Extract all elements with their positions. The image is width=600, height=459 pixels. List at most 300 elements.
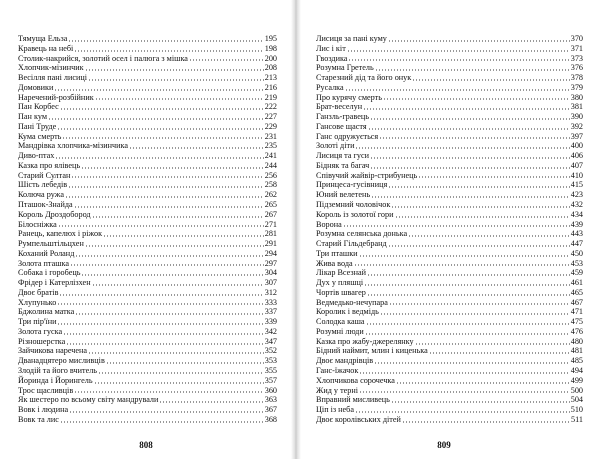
toc-entry xyxy=(316,200,583,210)
toc-entry xyxy=(316,220,583,230)
toc-entry-title: Вовк і людина xyxy=(18,405,69,415)
book-gutter xyxy=(291,0,301,459)
toc-entry xyxy=(18,327,277,337)
dot-leader xyxy=(129,147,264,149)
toc-entry-page: 213 xyxy=(264,73,277,83)
toc-entry-page: 368 xyxy=(264,414,277,424)
toc-entry-page: 370 xyxy=(570,33,583,43)
toc-entry-title: Ганс одружується xyxy=(316,131,379,141)
toc-entry xyxy=(18,317,277,327)
dot-leader xyxy=(367,274,570,276)
toc-entry xyxy=(18,239,277,249)
dot-leader xyxy=(94,382,264,384)
toc-entry xyxy=(18,210,277,220)
toc-entry-page: 450 xyxy=(570,248,583,258)
dot-leader xyxy=(364,284,570,286)
toc-entry-title: Ранець, капелюх і ріжок xyxy=(18,229,103,239)
toc-entry xyxy=(316,405,583,415)
toc-entry-title: Бідний наймит, млин і киценька xyxy=(316,346,428,356)
toc-entry-title: Фрідер і Катерлізхен xyxy=(18,278,91,288)
toc-entry-page: 504 xyxy=(570,395,583,405)
dot-leader xyxy=(343,225,570,227)
toc-entry xyxy=(316,93,583,103)
toc-entry-page: 410 xyxy=(570,170,583,180)
toc-entry-title: Три пір'їни xyxy=(18,317,57,327)
toc-entry xyxy=(316,54,583,64)
toc-entry-page: 499 xyxy=(570,375,583,385)
dot-leader xyxy=(388,245,570,247)
toc-entry xyxy=(18,141,277,151)
toc-entry-page: 511 xyxy=(571,414,583,424)
toc-entry-title: Ціп із неба xyxy=(316,405,354,415)
toc-entry xyxy=(316,210,583,220)
toc-entry-title: Двоє мандрівців xyxy=(316,356,374,366)
dot-leader xyxy=(98,372,264,374)
toc-entry xyxy=(316,415,583,425)
toc-entry-page: 258 xyxy=(264,180,277,190)
dot-leader xyxy=(75,313,263,315)
toc-list-left xyxy=(18,34,277,425)
toc-entry-title: Злодій та його вчитель xyxy=(18,366,98,376)
toc-entry xyxy=(316,229,583,239)
toc-entry-page: 481 xyxy=(570,346,583,356)
toc-entry-page: 500 xyxy=(570,385,583,395)
toc-entry-page: 294 xyxy=(264,248,277,258)
toc-entry-title: Пан Корбес xyxy=(18,102,59,112)
toc-entry xyxy=(316,102,583,112)
toc-entry-title: Жива вода xyxy=(316,258,353,268)
right-page xyxy=(302,0,600,459)
toc-entry-page: 363 xyxy=(264,395,277,405)
toc-entry xyxy=(316,376,583,386)
dot-leader xyxy=(359,255,570,257)
toc-entry xyxy=(18,229,277,239)
toc-entry-page: 241 xyxy=(264,151,277,161)
toc-entry-title: Зайчикова наречена xyxy=(18,346,88,356)
toc-entry-page: 231 xyxy=(264,131,277,141)
dot-leader xyxy=(370,157,570,159)
dot-leader xyxy=(359,372,569,374)
dot-leader xyxy=(103,235,264,237)
toc-entry-title: Столик-накрийся, золотий осел і палюга з мішка xyxy=(18,53,188,63)
toc-entry-page: 415 xyxy=(570,180,583,190)
toc-entry-title: Золоті діти xyxy=(316,141,355,151)
toc-entry xyxy=(18,220,277,230)
dot-leader xyxy=(368,128,570,130)
toc-entry-page: 467 xyxy=(570,297,583,307)
toc-entry-title: Хлупунько xyxy=(18,297,57,307)
toc-entry-page: 307 xyxy=(264,278,277,288)
toc-entry-page: 423 xyxy=(570,190,583,200)
toc-entry xyxy=(18,112,277,122)
toc-entry-page: 485 xyxy=(570,356,583,366)
toc-entry-page: 262 xyxy=(264,190,277,200)
toc-entry-title: Пані Труде xyxy=(18,121,57,131)
dot-leader xyxy=(74,391,264,393)
dot-leader xyxy=(66,343,263,345)
toc-entry-title: Ведмедько-нечупара xyxy=(316,297,388,307)
dot-leader xyxy=(62,137,263,139)
dot-leader xyxy=(68,186,264,188)
toc-entry-title: Колюча ружа xyxy=(18,190,64,200)
dot-leader xyxy=(395,216,570,218)
toc-entry xyxy=(18,44,277,54)
toc-entry-page: 291 xyxy=(264,239,277,249)
dot-leader xyxy=(379,137,570,139)
toc-entry-page: 357 xyxy=(264,375,277,385)
toc-entry-title: Золота пташка xyxy=(18,258,70,268)
toc-entry xyxy=(18,376,277,386)
toc-entry-page: 267 xyxy=(264,209,277,219)
toc-entry-page: 494 xyxy=(570,366,583,376)
dot-leader xyxy=(347,50,570,52)
toc-entry xyxy=(316,307,583,317)
toc-entry xyxy=(18,122,277,132)
toc-entry-page: 447 xyxy=(570,239,583,249)
toc-entry xyxy=(316,298,583,308)
toc-entry-title: Ворона xyxy=(316,219,342,229)
toc-entry-page: 195 xyxy=(264,33,277,43)
toc-entry xyxy=(18,171,277,181)
toc-entry xyxy=(316,63,583,73)
dot-leader xyxy=(412,79,569,81)
dot-leader xyxy=(92,284,264,286)
toc-entry-page: 465 xyxy=(570,287,583,297)
toc-entry-title: Лікар Всезнай xyxy=(316,268,367,278)
toc-entry xyxy=(18,63,277,73)
toc-entry-title: Кума смерть xyxy=(18,131,62,141)
toc-entry xyxy=(18,151,277,161)
toc-entry xyxy=(18,259,277,269)
toc-entry-page: 227 xyxy=(264,112,277,122)
dot-leader xyxy=(106,362,264,364)
toc-entry-page: 392 xyxy=(570,121,583,131)
toc-entry-page: 271 xyxy=(264,219,277,229)
dot-leader xyxy=(63,333,264,335)
dot-leader xyxy=(370,167,569,169)
toc-entry-title: Дванадцятеро мисливців xyxy=(18,356,105,366)
toc-entry-page: 371 xyxy=(570,43,583,53)
toc-entry xyxy=(316,73,583,83)
toc-entry xyxy=(18,347,277,357)
toc-entry-page: 229 xyxy=(264,121,277,131)
toc-entry-title: Лисиця та гуси xyxy=(316,151,369,161)
toc-entry-title: Хлопчикова сорочечка xyxy=(316,375,395,385)
toc-entry-page: 360 xyxy=(264,385,277,395)
toc-entry xyxy=(316,268,583,278)
toc-entry-page: 347 xyxy=(264,336,277,346)
toc-entry xyxy=(316,151,583,161)
toc-entry xyxy=(18,337,277,347)
dot-leader xyxy=(81,274,263,276)
toc-entry-title: Двоє королівських дітей xyxy=(316,414,401,424)
toc-entry-page: 406 xyxy=(570,151,583,161)
toc-entry-page: 376 xyxy=(570,63,583,73)
toc-entry-page: 333 xyxy=(264,297,277,307)
toc-entry-page: 443 xyxy=(570,229,583,239)
toc-entry-title: Йоринда і Йорингель xyxy=(18,375,93,385)
toc-entry-page: 439 xyxy=(570,219,583,229)
toc-entry-page: 208 xyxy=(264,63,277,73)
toc-entry-page: 475 xyxy=(570,317,583,327)
toc-entry xyxy=(18,132,277,142)
toc-entry-title: Лис і кіт xyxy=(316,43,346,53)
toc-entry-page: 397 xyxy=(570,131,583,141)
dot-leader xyxy=(374,362,570,364)
dot-leader xyxy=(408,235,570,237)
toc-entry xyxy=(18,268,277,278)
toc-entry-page: 373 xyxy=(570,53,583,63)
dot-leader xyxy=(81,167,264,169)
dot-leader xyxy=(389,303,570,305)
toc-entry-page: 480 xyxy=(570,336,583,346)
toc-entry-title: Співучий жайвір-стрибунець xyxy=(316,170,418,180)
toc-entry-page: 297 xyxy=(264,258,277,268)
toc-entry-page: 200 xyxy=(264,53,277,63)
toc-entry-title: Бідняк та багач xyxy=(316,160,370,170)
toc-entry-page: 198 xyxy=(264,43,277,53)
toc-entry-title: Чортів швагер xyxy=(316,287,366,297)
dot-leader xyxy=(380,313,570,315)
dot-leader xyxy=(402,421,570,423)
toc-entry-title: Пташок-Знайда xyxy=(18,200,73,209)
toc-entry-page: 407 xyxy=(570,160,583,170)
dot-leader xyxy=(418,176,569,178)
dot-leader xyxy=(415,343,570,345)
toc-entry xyxy=(316,386,583,396)
left-page xyxy=(0,0,290,459)
toc-entry-page: 222 xyxy=(264,102,277,112)
toc-entry xyxy=(18,288,277,298)
toc-entry-title: Юний велетень xyxy=(316,190,371,200)
toc-entry-page: 471 xyxy=(570,307,583,317)
toc-entry-page: 390 xyxy=(570,112,583,122)
toc-entry-page: 355 xyxy=(264,366,277,376)
toc-entry xyxy=(316,259,583,269)
dot-leader xyxy=(359,391,570,393)
dot-leader xyxy=(60,108,264,110)
toc-entry-page: 367 xyxy=(264,405,277,415)
dot-leader xyxy=(85,245,264,247)
toc-entry-title: Наречений-розбійник xyxy=(18,92,94,102)
toc-entry xyxy=(316,327,583,337)
dot-leader xyxy=(365,333,570,335)
toc-entry-title: Вправний мисливець xyxy=(316,395,390,405)
toc-entry-page: 216 xyxy=(264,82,277,92)
dot-leader xyxy=(375,69,570,71)
toc-entry xyxy=(18,249,277,259)
toc-entry xyxy=(18,102,277,112)
toc-entry-page: 337 xyxy=(264,307,277,317)
toc-entry-title: Король із золотої гори xyxy=(316,209,394,219)
dot-leader xyxy=(95,98,264,100)
toc-entry xyxy=(18,405,277,415)
toc-entry xyxy=(18,415,277,425)
toc-entry-title: Ганзль-гравець xyxy=(316,112,369,122)
toc-entry-page: 312 xyxy=(264,287,277,297)
toc-entry-title: Диво-птах xyxy=(18,151,55,161)
dot-leader xyxy=(74,50,263,52)
toc-entry-title: Казка про ялівець xyxy=(18,160,81,170)
toc-entry-title: Ганс-їжачок xyxy=(316,366,359,376)
toc-entry-page: 281 xyxy=(264,229,277,239)
toc-entry-page: 476 xyxy=(570,326,583,336)
toc-entry xyxy=(18,395,277,405)
toc-entry-title: Король Дроздобород xyxy=(18,209,91,219)
toc-entry xyxy=(18,278,277,288)
toc-entry-title: Підземний чоловічок xyxy=(316,200,391,209)
toc-entry-page: 434 xyxy=(570,209,583,219)
toc-entry xyxy=(316,171,583,181)
toc-entry-title: Розумна селянська донька xyxy=(316,229,408,239)
dot-leader xyxy=(348,59,569,61)
dot-leader xyxy=(189,59,264,61)
toc-entry xyxy=(18,93,277,103)
dot-leader xyxy=(355,147,569,149)
dot-leader xyxy=(59,294,263,296)
toc-entry xyxy=(316,161,583,171)
toc-entry-page: 378 xyxy=(570,73,583,83)
toc-entry xyxy=(316,83,583,93)
toc-entry-title: Кравець на небі xyxy=(18,43,74,53)
dot-leader xyxy=(69,411,264,413)
toc-entry-page: 235 xyxy=(264,141,277,151)
dot-leader xyxy=(354,264,570,266)
toc-entry xyxy=(316,337,583,347)
toc-entry-title: Розумні люди xyxy=(316,326,364,336)
dot-leader xyxy=(85,69,264,71)
toc-entry-title: Як шестеро по всьому світу мандрували xyxy=(18,395,159,405)
dot-leader xyxy=(68,40,263,42)
toc-entry xyxy=(316,366,583,376)
toc-entry-title: Пан кум xyxy=(18,112,48,122)
toc-entry-title: Собака і горобець xyxy=(18,268,81,278)
dot-leader xyxy=(363,108,570,110)
dot-leader xyxy=(65,196,264,198)
toc-entry-title: Мандрівка хлопчика-мізинчика xyxy=(18,141,129,151)
toc-entry-title: Бджолина матка xyxy=(18,307,75,317)
toc-entry xyxy=(316,141,583,151)
toc-entry xyxy=(316,190,583,200)
dot-leader xyxy=(58,225,264,227)
dot-leader xyxy=(60,421,264,423)
toc-entry-page: 381 xyxy=(570,102,583,112)
toc-entry-title: Русалка xyxy=(316,82,344,92)
toc-entry-page: 304 xyxy=(264,268,277,278)
toc-entry-title: Розумна Гретель xyxy=(316,63,374,73)
toc-entry-title: Трос щасливців xyxy=(18,385,74,395)
toc-entry xyxy=(316,112,583,122)
toc-list-right xyxy=(316,34,583,425)
toc-entry-title: Тямуща Ельза xyxy=(18,33,68,43)
toc-entry-title: Хлопчик-мізинчик xyxy=(18,63,84,73)
page-number-left: 808 xyxy=(139,440,153,450)
toc-entry xyxy=(18,356,277,366)
dot-leader xyxy=(159,401,263,403)
dot-leader xyxy=(55,157,263,159)
toc-entry xyxy=(18,307,277,317)
dot-leader xyxy=(396,382,570,384)
toc-entry-title: Вовк та лис xyxy=(18,414,59,424)
page-number-right: 809 xyxy=(437,440,451,450)
toc-entry-title: Принцеса-гусівниця xyxy=(316,180,388,190)
toc-entry-page: 342 xyxy=(264,326,277,336)
toc-entry-title: Шість лебедів xyxy=(18,180,68,190)
dot-leader xyxy=(371,196,570,198)
dot-leader xyxy=(366,323,570,325)
toc-entry-page: 459 xyxy=(570,268,583,278)
dot-leader xyxy=(57,323,263,325)
toc-entry-page: 432 xyxy=(570,200,583,209)
dot-leader xyxy=(391,206,569,208)
toc-entry xyxy=(18,200,277,210)
toc-entry-page: 265 xyxy=(264,200,277,209)
toc-entry xyxy=(18,366,277,376)
toc-entry-title: Гансове щастя xyxy=(316,121,367,131)
toc-entry xyxy=(316,180,583,190)
toc-entry xyxy=(18,54,277,64)
dot-leader xyxy=(345,89,570,91)
dot-leader xyxy=(88,79,264,81)
toc-entry-page: 219 xyxy=(264,92,277,102)
dot-leader xyxy=(92,216,264,218)
dot-leader xyxy=(355,411,570,413)
toc-entry-title: Дух у пляшці xyxy=(316,278,364,288)
toc-entry-title: Гвоздика xyxy=(316,53,348,63)
toc-entry xyxy=(18,190,277,200)
toc-entry-title: Казка про жабу-джерелянку xyxy=(316,336,414,346)
toc-entry xyxy=(316,288,583,298)
dot-leader xyxy=(48,118,264,120)
toc-entry xyxy=(316,278,583,288)
toc-entry xyxy=(316,347,583,357)
dot-leader xyxy=(391,401,570,403)
toc-entry-title: Три пташки xyxy=(316,248,358,258)
dot-leader xyxy=(71,176,263,178)
toc-entry-title: Солодка каша xyxy=(316,317,365,327)
toc-entry-title: Лисиця за пані куму xyxy=(316,33,387,43)
toc-entry-title: Про курячу смерть xyxy=(316,92,382,102)
dot-leader xyxy=(54,89,263,91)
toc-entry-title: Старий Султан xyxy=(18,170,71,180)
toc-entry-title: Весілля пані лисиці xyxy=(18,73,88,83)
toc-entry-title: Старий Гільдебранд xyxy=(316,239,387,249)
dot-leader xyxy=(70,264,264,266)
toc-entry-title: Домовики xyxy=(18,82,54,92)
dot-leader xyxy=(88,352,264,354)
toc-entry-page: 461 xyxy=(570,278,583,288)
toc-entry-title: Жид у терні xyxy=(316,385,359,395)
toc-entry-page: 256 xyxy=(264,170,277,180)
toc-entry xyxy=(316,356,583,366)
dot-leader xyxy=(388,40,570,42)
toc-entry xyxy=(18,34,277,44)
toc-entry xyxy=(316,34,583,44)
dot-leader xyxy=(388,186,569,188)
toc-entry-title: Старезний дід та його онук xyxy=(316,73,412,83)
toc-entry xyxy=(316,122,583,132)
toc-entry-title: Білосніжка xyxy=(18,219,57,229)
toc-entry-title: Різношерстка xyxy=(18,336,66,346)
dot-leader xyxy=(383,98,570,100)
toc-entry-page: 380 xyxy=(570,92,583,102)
toc-entry xyxy=(316,239,583,249)
toc-entry xyxy=(316,132,583,142)
toc-entry xyxy=(18,386,277,396)
toc-entry-title: Королик і ведмідь xyxy=(316,307,379,317)
dot-leader xyxy=(367,294,570,296)
toc-entry xyxy=(316,44,583,54)
